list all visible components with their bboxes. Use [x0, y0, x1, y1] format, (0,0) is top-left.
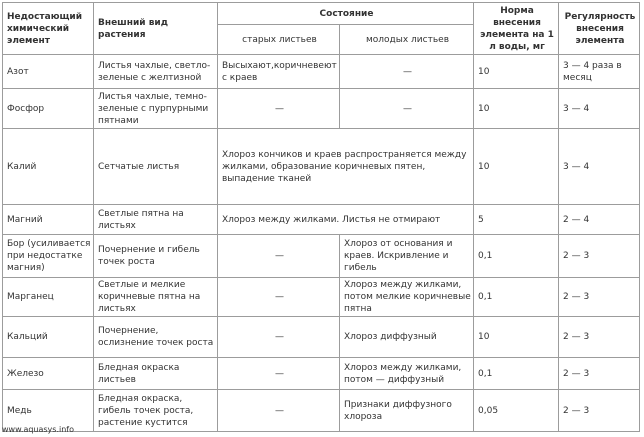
cell-young-leaves: Хлороз между жилками, потом — диффузный [340, 358, 474, 390]
cell-state: Хлороз между жилками. Листья не отмирают [218, 205, 474, 235]
cell-norm: 10 [474, 129, 559, 205]
cell-appearance: Светлые пятна на листьях [94, 205, 218, 235]
cell-old-leaves: — [218, 358, 340, 390]
cell-element: Марганец [3, 278, 94, 317]
cell-regularity: 2 — 3 [559, 358, 640, 390]
cell-regularity: 2 — 3 [559, 235, 640, 278]
header-young-leaves: молодых листьев [340, 25, 474, 55]
cell-appearance: Бледная окраска, гибель точек роста, растение кустится [94, 390, 218, 432]
cell-young-leaves: — [340, 55, 474, 89]
cell-regularity: 2 — 3 [559, 390, 640, 432]
cell-appearance: Сетчатые листья [94, 129, 218, 205]
cell-element: Магний [3, 205, 94, 235]
cell-regularity: 2 — 3 [559, 278, 640, 317]
table-row [3, 129, 640, 205]
cell-norm: 10 [474, 55, 559, 89]
header-element: Недостающий химический элемент [3, 3, 94, 55]
cell-regularity: 3 — 4 [559, 129, 640, 205]
table-row [3, 205, 640, 235]
cell-young-leaves: Хлороз между жилками, потом мелкие коричневые пятна [340, 278, 474, 317]
table-row [3, 89, 640, 129]
cell-young-leaves: Признаки диффузного хлороза [340, 390, 474, 432]
cell-regularity: 3 — 4 раза в месяц [559, 55, 640, 89]
header-old-leaves: старых листьев [218, 25, 340, 55]
cell-appearance: Почернение, ослизнение точек роста [94, 317, 218, 358]
cell-norm: 0,1 [474, 278, 559, 317]
cell-appearance: Светлые и мелкие коричневые пятна на листьях [94, 278, 218, 317]
header-appearance: Внешний вид растения [94, 3, 218, 55]
cell-element: Железо [3, 358, 94, 390]
table-row [3, 390, 640, 432]
cell-state: Хлороз кончиков и краев распространяется между жилками, образование коричневых пятен, выпадение тканей [218, 129, 474, 205]
deficiency-table [2, 2, 640, 432]
cell-norm: 10 [474, 89, 559, 129]
cell-norm: 5 [474, 205, 559, 235]
cell-young-leaves: Хлороз диффузный [340, 317, 474, 358]
cell-element: Калий [3, 129, 94, 205]
cell-appearance: Листья чахлые, светло-зеленые с желтизной [94, 55, 218, 89]
cell-old-leaves: — [218, 89, 340, 129]
table-row [3, 278, 640, 317]
cell-old-leaves: — [218, 235, 340, 278]
cell-element: Фосфор [3, 89, 94, 129]
table-row [3, 358, 640, 390]
cell-regularity: 3 — 4 [559, 89, 640, 129]
cell-appearance: Листья чахлые, темно-зеленые с пурпурными пятнами [94, 89, 218, 129]
cell-appearance: Бледная окраска листьев [94, 358, 218, 390]
cell-regularity: 2 — 3 [559, 317, 640, 358]
cell-norm: 10 [474, 317, 559, 358]
cell-norm: 0,05 [474, 390, 559, 432]
header-norm: Норма внесения элемента на 1 л воды, мг [474, 3, 559, 55]
cell-norm: 0,1 [474, 358, 559, 390]
cell-young-leaves: Хлороз от основания и краев. Искривление и гибель [340, 235, 474, 278]
header-regularity: Регулярность внесения элемента [559, 3, 640, 55]
table-row [3, 55, 640, 89]
cell-element: Азот [3, 55, 94, 89]
cell-element: Бор (усиливается при недостатке магния) [3, 235, 94, 278]
cell-old-leaves: — [218, 390, 340, 432]
cell-element: Медь [3, 390, 94, 432]
watermark: www.aquasys.info [2, 425, 75, 434]
cell-element: Кальций [3, 317, 94, 358]
table-row [3, 235, 640, 278]
cell-old-leaves: — [218, 317, 340, 358]
cell-norm: 0,1 [474, 235, 559, 278]
cell-appearance: Почернение и гибель точек роста [94, 235, 218, 278]
cell-young-leaves: — [340, 89, 474, 129]
header-state: Состояние [218, 3, 474, 25]
cell-regularity: 2 — 4 [559, 205, 640, 235]
cell-old-leaves: Высыхают,коричневеют с краев [218, 55, 340, 89]
table-row [3, 317, 640, 358]
cell-old-leaves: — [218, 278, 340, 317]
